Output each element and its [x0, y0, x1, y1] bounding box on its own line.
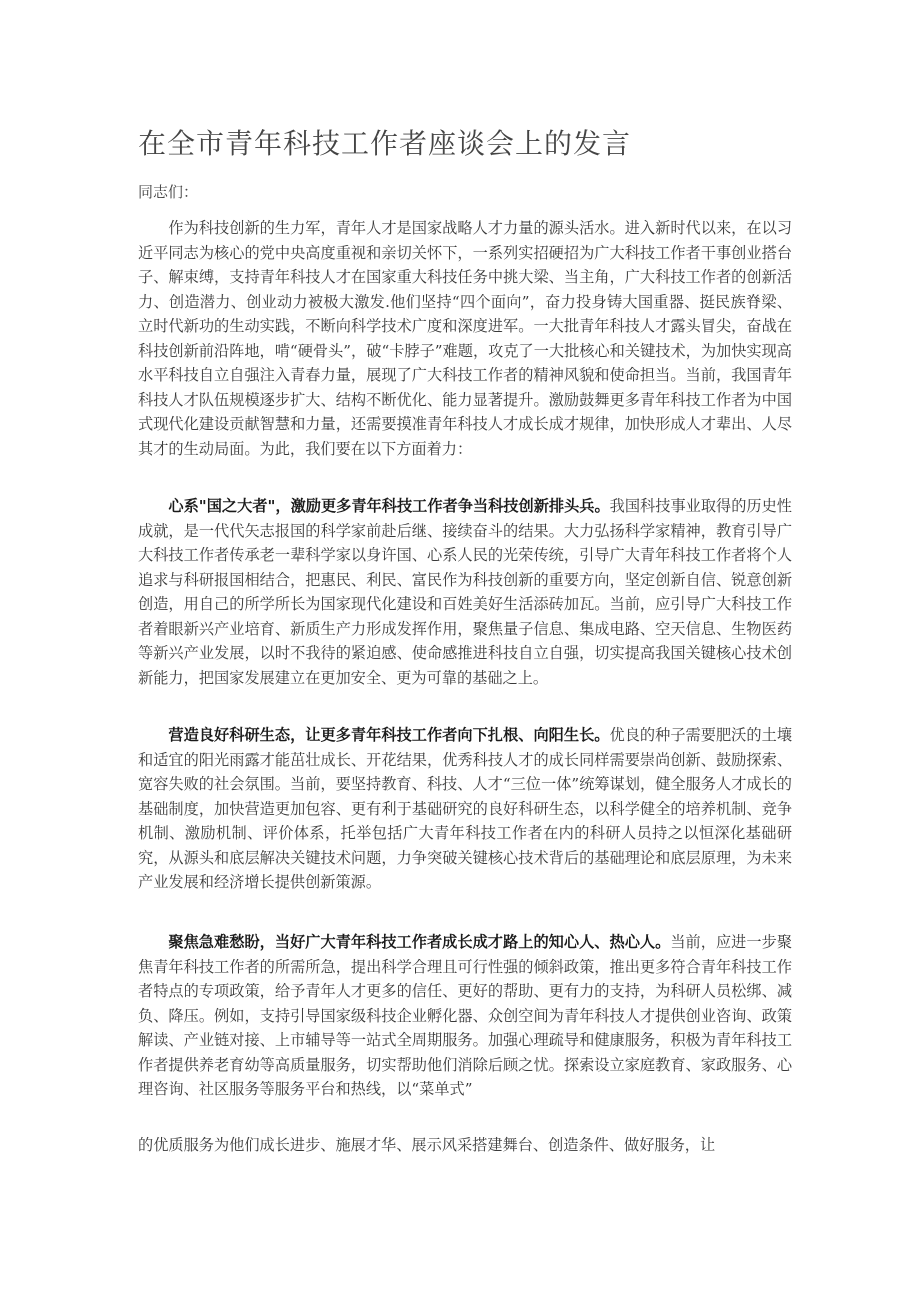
paragraph-text: 作为科技创新的生力军，青年人才是国家战略人才力量的源头活水。进入新时代以来，在以习近平同志为核心的党中央高度重视和亲切关怀下，一系列实招硬招为广大科技工作者干事创业搭台子、解束缚，支持青年科技人才在国家重大科技任务中挑大梁、当主角，广大科技工作者的创新活力、创造潜力、创业动力被极大激发.他们坚持“四个面向”，奋力投身铸大国重器、挺民族脊梁、立时代新功的生动实践，不断向科学技术广度和深度进军。一大批青年科技人才露头冒尖，奋战在科技创新前沿阵地，啃“硬骨头”，破“卡脖子”难题，攻克了一大批核心和关键技术，为加快实现高水平科技自立自强注入青春力量，展现了广大科技工作者的精神风貌和使命担当。当前，我国青年科技人才队伍规模逐步扩大、结构不断优化、能力显著提升。激励鼓舞更多青年科技工作者为中国式现代化建设贡献智慧和力量，还需要摸准青年科技人才成长成才规律，加快形成人才辈出、人尽其才的生动局面。为此，我们要在以下方面着力：: [138, 219, 792, 458]
salutation: 同志们：: [138, 183, 199, 201]
paragraph-text: 的优质服务为他们成长进步、施展才华、展示风采搭建舞台、创造条件、做好服务，让: [138, 1136, 716, 1154]
paragraph-point-1: [138, 494, 792, 690]
paragraph-lead-sentence: 营造良好科研生态，让更多青年科技工作者向下扎根、向阳生长。: [168, 726, 610, 744]
paragraph-lead-sentence: 心系"国之大者"，激励更多青年科技工作者争当科技创新排头兵。: [168, 497, 610, 515]
paragraph-continuation: [138, 1133, 792, 1158]
paragraph-lead-sentence: 聚焦急难愁盼，当好广大青年科技工作者成长成才路上的知心人、热心人。: [168, 933, 671, 951]
paragraph-point-2: [138, 723, 792, 895]
paragraph-point-3: [138, 930, 792, 1102]
paragraph-text: 当前，应进一步聚焦青年科技工作者的所需所急，提出科学合理且可行性强的倾斜政策，推出更多符合青年科技工作者特点的专项政策，给予青年人才更多的信任、更好的帮助、更有力的支持，为科研人员松绑、减负、降压。例如，支持引导国家级科技企业孵化器、众创空间为青年科技人才提供创业咨询、政策解读、产业链对接、上市辅导等一站式全周期服务。加强心理疏导和健康服务，积极为青年科技工作者提供养老育幼等高质量服务，切实帮助他们消除后顾之忧。探索设立家庭教育、家政服务、心理咨询、社区服务等服务平台和热线，以“菜单式”: [138, 933, 793, 1098]
paragraph-intro: [138, 216, 792, 461]
document-title: 在全市青年科技工作者座谈会上的发言: [138, 127, 632, 160]
paragraph-text: 我国科技事业取得的历史性成就，是一代代矢志报国的科学家前赴后继、接续奋斗的结果。大力弘扬科学家精神，教育引导广大科技工作者传承老一辈科学家以身许国、心系人民的光荣传统，引导广大青年科技工作者将个人追求与科研报国相结合，把惠民、利民、富民作为科技创新的重要方向，坚定创新自信、锐意创新创造，用自己的所学所长为国家现代化建设和百姓美好生活添砖加瓦。当前，应引导广大科技工作者着眼新兴产业培育、新质生产力形成发挥作用，聚焦量子信息、集成电路、空天信息、生物医药等新兴产业发展，以时不我待的紧迫感、使命感推进科技自立自强，切实提高我国关键核心技术创新能力，把国家发展建立在更加安全、更为可靠的基础之上。: [138, 497, 792, 687]
paragraph-text: 优良的种子需要肥沃的土壤和适宜的阳光雨露才能茁壮成长、开花结果，优秀科技人才的成长同样需要崇尚创新、鼓励探索、宽容失败的社会氛围。当前，要坚持教育、科技、人才“三位一体”统筹谋划，健全服务人才成长的基础制度，加快营造更加包容、更有利于基础研究的良好科研生态，以科学健全的培养机制、竞争机制、激励机制、评价体系，托举包括广大青年科技工作者在内的科研人员持之以恒深化基础研究，从源头和底层解决关键技术问题，力争突破关键核心技术背后的基础理论和底层原理，为未来产业发展和经济增长提供创新策源。: [138, 726, 793, 891]
